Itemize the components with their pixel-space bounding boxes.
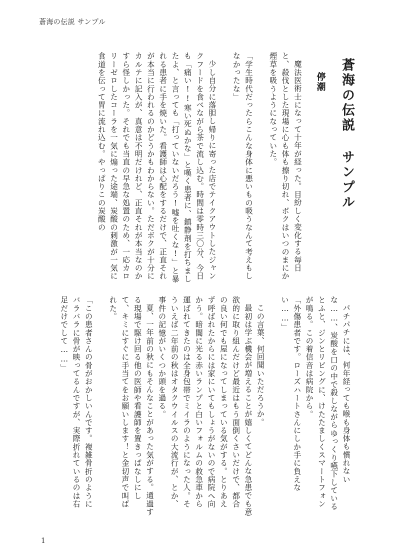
paragraph: 魔法医術士になって十年が経った。目紛しく変化する毎日と、殺伐とした現場に心も体も擦り切れ、ボクはいつのまにか煙草を吸うようになっていた。 — [268, 52, 303, 281]
paragraph: 最初は学ぶ機会が増えることが嬉しくてどんな急患でも意欲的に取り組んだけど最近はもう面倒くさいだけで、都合の良い何でも屋になってしまっている気がする。とりあえず呼ばれたからには家にいてもしょうがないので病院へ向かう。暗闇に光る赤いランプと白いフォルムの救急車から運ばれてきたのは全身包帯でミイラのようになった人。そういえば二年前の秋はオタクウイルスの大流行が、とか、事件の記憶がいくつか頭を過る。 — [157, 296, 253, 516]
paragraph-gap — [94, 296, 106, 516]
page-number: 1 — [41, 537, 46, 545]
author-name: 停潮 — [314, 72, 325, 92]
paragraph: 「外傷患者です。ローズハートさんにしか手に負えない……」 — [280, 296, 302, 492]
paragraph: 「学生時代だったらこんな身体に悪いもの吸うなんて考えもしなかったな」 — [232, 52, 254, 281]
paragraph-gap — [255, 52, 267, 284]
upper-text-block — [32, 52, 352, 284]
paragraph: 夏、一年前の秋にもそんなことがあった気がする。通過する現場で駆け回る他の医師や看護師を置きっぱなしにして、キミにすぐに手当てをお願いします！と金切声で叫ばれた。 — [108, 296, 155, 516]
running-header: 蒼海の伝説 サンプル — [39, 18, 106, 26]
paragraph: この言葉、何回聞いただろうか。 — [256, 303, 266, 426]
paragraph: パチパチには、何年経っても喉も身体も慣れないな……、炭酸を口の中で殺しながらゆっくり嚥下しているとふと、ジンとリビングに、けたたましくスマートフォンが鳴る。この着信音は病院から。 — [305, 296, 351, 511]
paragraph: 少し自分に落胆し帰りに寄った店でテイクアウトしたジャンクフードを食べながら茶で流し込む。時間は零時三〇分、今日も「痛い!!寒い死ぬかな」と嘆く患者に、鎮静剤を打ちましたよ、と言っても「打っていないだろう!嘘を吐くな!」と暴れる患者に手を焼いた。看護師は心配をするだけで、正直それが本当に行われるのかどうかもわからない。ただボクが十分にカルテに記入が、真意は不明だけれど、正直それが本当なのかすら怪しかった。それでも当直の早急な処置のため、一応カロリーゼロしたコーラを一気に煽った途端、炭酸の刺激が一気に食道を伝って胃に流れ込む。やっぱりこの炭酸の — [97, 52, 217, 283]
paragraph: 「この患者さんの骨がおかしいんです。複雑骨折のようにバラバラに骨が映ってるんですが、実際折れているのは右足だけでして……」 — [59, 296, 94, 508]
paragraph-gap — [266, 296, 278, 516]
story-title: 蒼海の伝説 サンプル — [339, 58, 354, 210]
lower-text-block — [42, 296, 352, 516]
paragraph-gap — [218, 52, 230, 284]
